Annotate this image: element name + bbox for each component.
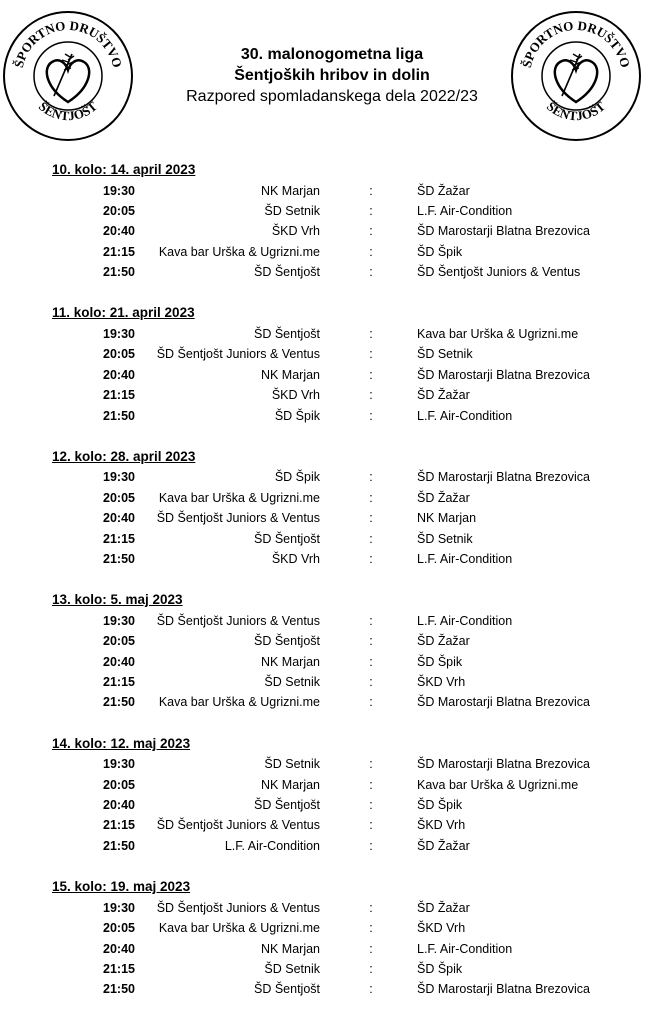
match-time: 20:40 — [103, 224, 135, 239]
match-separator: : — [369, 941, 373, 956]
match-row — [0, 385, 664, 405]
document-header — [150, 44, 514, 107]
match-separator: : — [369, 613, 373, 628]
match-separator: : — [369, 470, 373, 485]
away-team: ŠD Špik — [417, 798, 463, 813]
home-team: ŠKD Vrh — [271, 551, 320, 566]
home-team: ŠD Setnik — [264, 203, 320, 218]
match-separator: : — [369, 224, 373, 239]
league-title: 30. malonogometna liga — [240, 46, 424, 63]
away-team: ŠD Marostarji Blatna Brezovica — [417, 757, 590, 772]
away-team: L.F. Air-Condition — [417, 613, 513, 628]
match-time: 19:30 — [103, 470, 135, 485]
match-time: 20:40 — [103, 367, 135, 382]
away-team: L.F. Air-Condition — [417, 408, 513, 423]
round-block — [0, 160, 664, 282]
league-subtitle: Šentjoških hribov in dolin — [234, 67, 430, 84]
round-spacer — [0, 713, 664, 734]
home-team: ŠD Šentjošt — [253, 634, 320, 649]
match-row — [0, 611, 664, 631]
schedule-list — [0, 160, 664, 1000]
match-time: 19:30 — [103, 757, 135, 772]
away-team: Kava bar Urška & Ugrizni.me — [417, 326, 579, 341]
match-row — [0, 467, 664, 487]
match-time: 21:15 — [103, 388, 135, 403]
round-title: 11. kolo: 21. april 2023 — [52, 305, 195, 321]
match-row — [0, 201, 664, 221]
match-separator: : — [369, 367, 373, 382]
home-team: ŠD Šentjošt — [253, 982, 320, 997]
match-separator: : — [369, 838, 373, 853]
match-row — [0, 242, 664, 262]
match-separator: : — [369, 982, 373, 997]
match-separator: : — [369, 244, 373, 259]
match-row — [0, 406, 664, 426]
away-team: ŠD Žažar — [417, 388, 470, 403]
logo-bottom-text: ŠENTJOŠT — [35, 98, 101, 124]
round-title: 14. kolo: 12. maj 2023 — [52, 735, 191, 751]
match-row — [0, 631, 664, 651]
round-header — [0, 447, 664, 468]
match-row — [0, 324, 664, 344]
match-separator: : — [369, 203, 373, 218]
match-row — [0, 488, 664, 508]
away-team: L.F. Air-Condition — [417, 941, 513, 956]
match-row — [0, 959, 664, 979]
match-row — [0, 815, 664, 835]
match-time: 20:40 — [103, 941, 135, 956]
round-header — [0, 590, 664, 611]
away-team: ŠKD Vrh — [417, 818, 466, 833]
match-time: 20:05 — [103, 347, 135, 362]
match-separator: : — [369, 695, 373, 710]
home-team: ŠD Šentjošt Juniors & Ventus — [156, 511, 320, 526]
match-row — [0, 344, 664, 364]
match-time: 19:30 — [103, 183, 135, 198]
match-separator: : — [369, 798, 373, 813]
match-time: 21:15 — [103, 675, 135, 690]
match-separator: : — [369, 777, 373, 792]
match-separator: : — [369, 347, 373, 362]
round-title: 13. kolo: 5. maj 2023 — [52, 592, 183, 608]
match-row — [0, 365, 664, 385]
match-separator: : — [369, 490, 373, 505]
away-team: ŠD Setnik — [417, 531, 473, 546]
match-time: 21:50 — [103, 408, 135, 423]
home-team: ŠD Špik — [274, 408, 320, 423]
match-row — [0, 652, 664, 672]
home-team: ŠD Šentjošt — [253, 265, 320, 280]
match-time: 20:05 — [103, 203, 135, 218]
home-team: Kava bar Urška & Ugrizni.me — [158, 244, 320, 259]
club-logo-right — [510, 10, 642, 142]
home-team: NK Marjan — [260, 941, 320, 956]
round-block — [0, 877, 664, 999]
match-row — [0, 508, 664, 528]
match-separator: : — [369, 961, 373, 976]
home-team: NK Marjan — [260, 777, 320, 792]
away-team: L.F. Air-Condition — [417, 203, 513, 218]
round-block — [0, 590, 664, 712]
home-team: L.F. Air-Condition — [224, 838, 320, 853]
match-row — [0, 262, 664, 282]
away-team: ŠD Marostarji Blatna Brezovica — [417, 470, 590, 485]
round-spacer — [0, 569, 664, 590]
away-team: ŠD Marostarji Blatna Brezovica — [417, 982, 590, 997]
away-team: ŠD Špik — [417, 654, 463, 669]
match-time: 20:05 — [103, 634, 135, 649]
match-separator: : — [369, 818, 373, 833]
away-team: ŠD Špik — [417, 244, 463, 259]
match-separator: : — [369, 921, 373, 936]
away-team: ŠD Žažar — [417, 183, 470, 198]
schedule-title: Razpored spomladanskega dela 2022/23 — [186, 88, 478, 105]
match-time: 20:40 — [103, 798, 135, 813]
logo-top-text: ŠPORTNO DRUŠTVO — [10, 17, 126, 70]
club-logo-left — [2, 10, 134, 142]
match-time: 21:50 — [103, 551, 135, 566]
match-separator: : — [369, 634, 373, 649]
home-team: ŠD Šentjošt — [253, 531, 320, 546]
home-team: ŠD Špik — [274, 470, 320, 485]
away-team: ŠKD Vrh — [417, 675, 466, 690]
away-team: ŠD Marostarji Blatna Brezovica — [417, 224, 590, 239]
match-row — [0, 181, 664, 201]
match-time: 21:15 — [103, 244, 135, 259]
match-separator: : — [369, 531, 373, 546]
match-time: 19:30 — [103, 900, 135, 915]
match-time: 21:15 — [103, 961, 135, 976]
match-separator: : — [369, 511, 373, 526]
round-block — [0, 447, 664, 569]
away-team: ŠD Žažar — [417, 634, 470, 649]
round-title: 15. kolo: 19. maj 2023 — [52, 879, 191, 895]
away-team: ŠD Žažar — [417, 490, 470, 505]
home-team: ŠD Setnik — [264, 961, 320, 976]
match-row — [0, 221, 664, 241]
match-separator: : — [369, 675, 373, 690]
match-separator: : — [369, 757, 373, 772]
home-team: ŠD Šentjošt Juniors & Ventus — [156, 900, 320, 915]
away-team: ŠD Marostarji Blatna Brezovica — [417, 695, 590, 710]
home-team: NK Marjan — [260, 183, 320, 198]
match-time: 20:05 — [103, 777, 135, 792]
match-time: 20:40 — [103, 511, 135, 526]
match-separator: : — [369, 551, 373, 566]
round-header — [0, 160, 664, 181]
home-team: Kava bar Urška & Ugrizni.me — [158, 490, 320, 505]
round-title: 10. kolo: 14. april 2023 — [52, 162, 196, 177]
home-team: ŠKD Vrh — [271, 224, 320, 239]
away-team: ŠD Špik — [417, 961, 463, 976]
home-team: Kava bar Urška & Ugrizni.me — [158, 921, 320, 936]
round-header — [0, 303, 664, 324]
away-team: ŠD Šentjošt Juniors & Ventus — [417, 265, 581, 280]
match-row — [0, 692, 664, 712]
home-team: Kava bar Urška & Ugrizni.me — [158, 695, 320, 710]
away-team: Kava bar Urška & Ugrizni.me — [417, 777, 579, 792]
match-row — [0, 898, 664, 918]
match-row — [0, 918, 664, 938]
home-team: ŠD Šentjošt Juniors & Ventus — [156, 613, 320, 628]
match-row — [0, 979, 664, 999]
round-spacer — [0, 426, 664, 447]
home-team: ŠKD Vrh — [271, 388, 320, 403]
away-team: ŠD Žažar — [417, 900, 470, 915]
logo-top-text: ŠPORTNO DRUŠTVO — [518, 17, 634, 70]
away-team: ŠKD Vrh — [417, 921, 466, 936]
match-separator: : — [369, 183, 373, 198]
match-row — [0, 549, 664, 569]
match-row — [0, 672, 664, 692]
logo-bottom-text: ŠENTJOŠT — [543, 98, 609, 124]
home-team: ŠD Šentjošt — [253, 798, 320, 813]
away-team: NK Marjan — [417, 511, 477, 526]
match-row — [0, 939, 664, 959]
match-time: 19:30 — [103, 326, 135, 341]
home-team: NK Marjan — [260, 654, 320, 669]
match-time: 19:30 — [103, 613, 135, 628]
match-separator: : — [369, 900, 373, 915]
match-time: 21:15 — [103, 818, 135, 833]
away-team: ŠD Marostarji Blatna Brezovica — [417, 367, 590, 382]
match-time: 20:40 — [103, 654, 135, 669]
match-time: 20:05 — [103, 921, 135, 936]
home-team: ŠD Šentjošt — [253, 326, 320, 341]
match-row — [0, 795, 664, 815]
home-team: ŠD Šentjošt Juniors & Ventus — [156, 818, 320, 833]
round-header — [0, 734, 664, 755]
match-row — [0, 754, 664, 774]
match-row — [0, 775, 664, 795]
away-team: L.F. Air-Condition — [417, 551, 513, 566]
away-team: ŠD Žažar — [417, 838, 470, 853]
home-team: ŠD Setnik — [264, 757, 320, 772]
round-header — [0, 877, 664, 898]
away-team: ŠD Setnik — [417, 347, 473, 362]
round-block — [0, 734, 664, 856]
round-title: 12. kolo: 28. april 2023 — [52, 448, 196, 464]
round-block — [0, 303, 664, 425]
round-spacer — [0, 282, 664, 303]
match-separator: : — [369, 408, 373, 423]
match-separator: : — [369, 654, 373, 669]
match-time: 21:50 — [103, 838, 135, 853]
home-team: ŠD Setnik — [264, 675, 320, 690]
match-time: 20:05 — [103, 490, 135, 505]
home-team: ŠD Šentjošt Juniors & Ventus — [156, 347, 320, 362]
match-time: 21:50 — [103, 265, 135, 280]
match-separator: : — [369, 265, 373, 280]
home-team: NK Marjan — [260, 367, 320, 382]
match-separator: : — [369, 326, 373, 341]
match-time: 21:15 — [103, 531, 135, 546]
match-time: 21:50 — [103, 982, 135, 997]
round-spacer — [0, 856, 664, 877]
match-row — [0, 529, 664, 549]
match-time: 21:50 — [103, 695, 135, 710]
match-separator: : — [369, 388, 373, 403]
match-row — [0, 836, 664, 856]
